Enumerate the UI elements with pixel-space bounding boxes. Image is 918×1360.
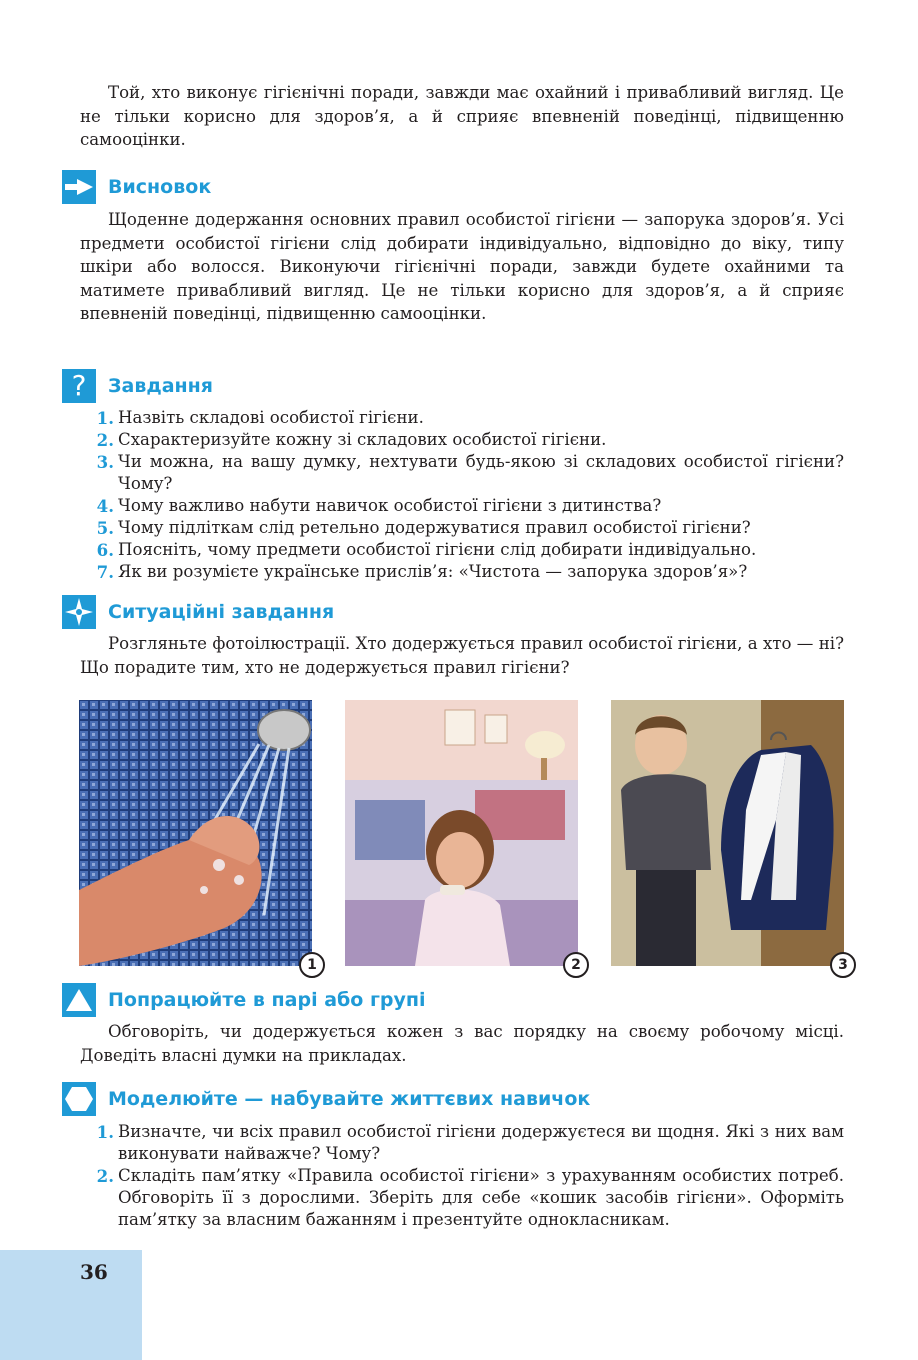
- arrow-icon: [62, 170, 96, 204]
- tasks-heading: [62, 369, 213, 403]
- situations-heading: [62, 595, 334, 629]
- photo-girl-messy-room: [345, 700, 578, 966]
- situations-paragraph: Розгляньте фотоілюстрації. Хто додержується правил особистої гігієни, а хто — ні? Що порадите тим, хто не додержується правил гігієни?: [80, 634, 844, 677]
- situations-title: Ситуаційні завдання: [108, 601, 335, 623]
- tasks-list: [80, 407, 844, 583]
- list-item: 2. Схарактеризуйте кожну зі складових особистої гігієни.: [96, 430, 607, 450]
- conclusion-heading: [62, 170, 211, 204]
- photo-handwashing: [79, 700, 312, 966]
- pairwork-title: Попрацюйте в парі або групі: [108, 989, 426, 1011]
- model-heading: [62, 1082, 590, 1116]
- list-item: 1. Назвіть складові особистої гігієни.: [96, 408, 424, 428]
- page-number: 36: [80, 1260, 108, 1284]
- intro-paragraph: Той, хто виконує гігієнічні поради, завжди має охайний і привабливий вигляд. Це не тільки корисно для здоров’я, а й сприяє впевненій поведінці, підвищенню самооцінки.: [80, 83, 844, 149]
- list-item: 1. Визначте, чи всіх правил особистої гігієни додержуєтеся ви щодня. Які з них вам виконувати найважче? Чому?: [96, 1122, 844, 1163]
- model-title: Моделюйте — набувайте життєвих навичок: [108, 1088, 591, 1110]
- list-item: 6. Поясніть, чому предмети особистої гігієни слід добирати індивідуально.: [96, 540, 757, 560]
- list-item: 4. Чому важливо набути навичок особистої гігієни з дитинства?: [96, 496, 662, 516]
- list-item: 2. Складіть пам’ятку «Правила особистої гігієни» з урахуванням особистих потреб. Обговоріть її з дорослими. Зберіть для себе «кошик засобів гігієни». Оформіть пам’ятку за власним бажанням і презентуйте однокласникам.: [96, 1166, 844, 1229]
- triangle-icon: [62, 983, 96, 1017]
- conclusion-paragraph: Щоденне додержання основних правил особистої гігієни — запорука здоров’я. Усі предмети особистої гігієни слід добирати індивідуально, відповідно до віку, типу шкіри або волосся. Виконуючи гігієнічні поради, завжди будете охайними та матимете привабливий вигляд. Це не тільки корисно для здоров’я, а й сприяє впевненій поведінці, підвищенню самооцінки.: [80, 210, 844, 323]
- list-item: 7. Як ви розумієте українське прислів’я: «Чистота — запорука здоров’я»?: [96, 562, 748, 582]
- conclusion-title: Висновок: [108, 176, 212, 198]
- pairwork-paragraph: Обговоріть, чи додержується кожен з вас порядку на своєму робочому місці. Доведіть власні думки на прикладах.: [80, 1022, 844, 1065]
- page-number-tab: [0, 1250, 142, 1360]
- list-item: 3. Чи можна, на вашу думку, нехтувати будь-якою зі складових особистої гігієни? Чому?: [96, 452, 844, 493]
- photo-boy-jacket: [611, 700, 844, 966]
- hexagon-icon: [62, 1082, 96, 1116]
- photo-badge-2: 2: [563, 952, 589, 978]
- pairwork-heading: [62, 983, 426, 1017]
- compass-star-icon: [62, 595, 96, 629]
- model-list: [80, 1121, 844, 1231]
- list-item: 5. Чому підліткам слід ретельно додержуватися правил особистої гігієни?: [96, 518, 751, 538]
- question-icon: ?: [62, 369, 96, 403]
- photo-badge-1: 1: [299, 952, 325, 978]
- photo-badge-3: 3: [830, 952, 856, 978]
- tasks-title: Завдання: [108, 375, 213, 397]
